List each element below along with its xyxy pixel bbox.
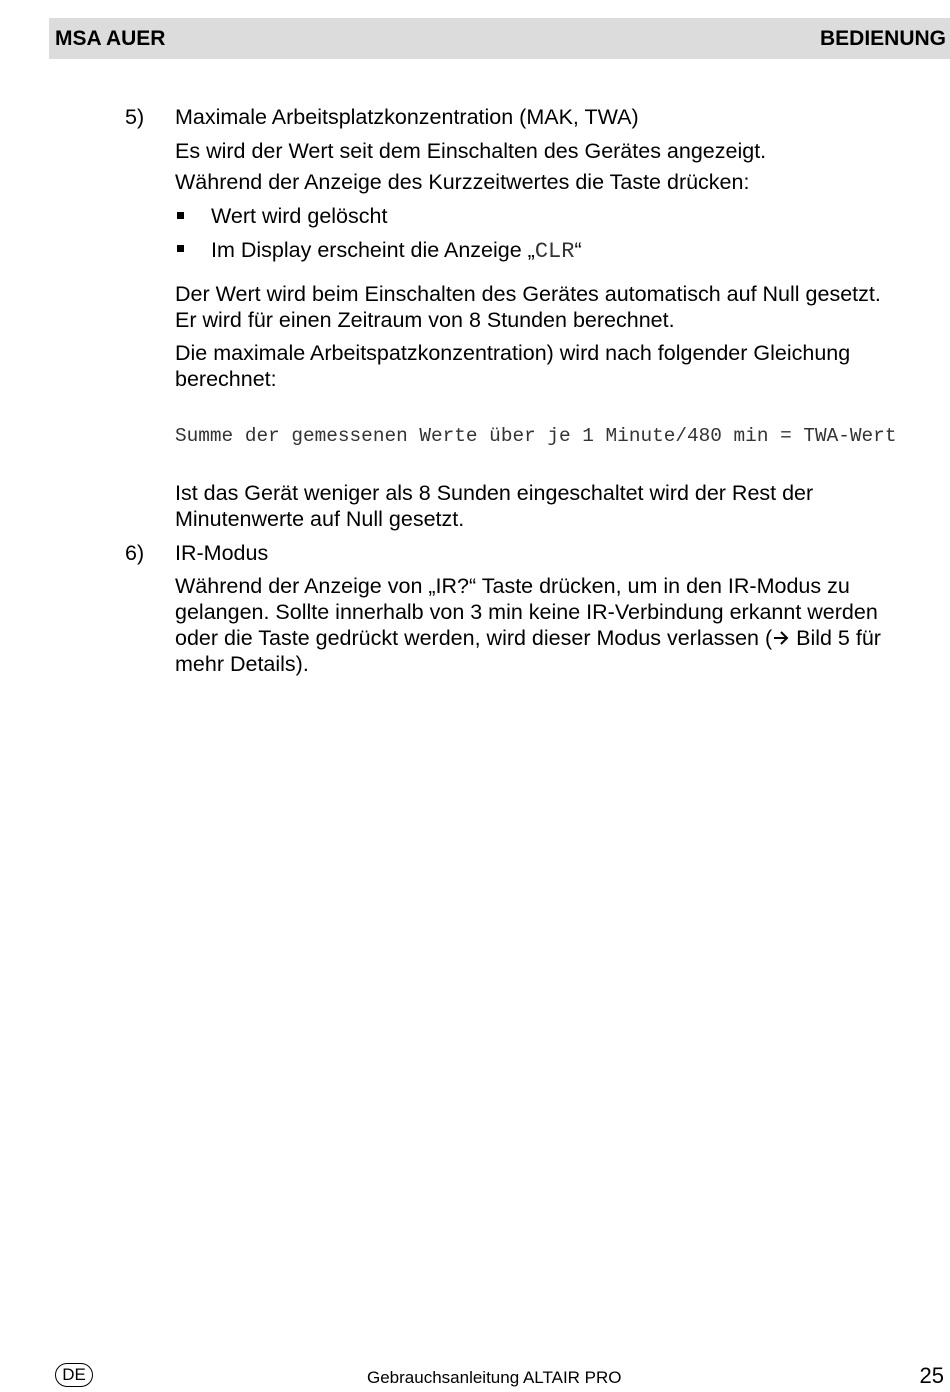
- paragraph-1-line-2: Er wird für einen Zeitraum von 8 Stunden berechnet.: [175, 308, 675, 332]
- header-section: BEDIENUNG: [819, 27, 946, 50]
- paragraph-2-line-2: berechnet:: [175, 367, 277, 391]
- language-badge: DE: [55, 1363, 93, 1387]
- bullet-icon: [177, 245, 184, 252]
- section-5-line-1: Es wird der Wert seit dem Einschalten des Gerätes angezeigt.: [175, 139, 767, 163]
- section-6-number: 6): [125, 541, 145, 565]
- section-5-line-2: Während der Anzeige des Kurzzeitwertes die Taste drücken:: [175, 170, 750, 194]
- section-6-line-3: [175, 625, 881, 651]
- paragraph-3-line-2: Minutenwerte auf Null gesetzt.: [175, 507, 465, 531]
- section-6-line-2: gelangen. Sollte innerhalb von 3 min keine IR-Verbindung erkannt werden: [175, 600, 878, 624]
- page-number: 25: [919, 1363, 944, 1388]
- header-brand: MSA AUER: [55, 27, 166, 50]
- paragraph-2-line-1: Die maximale Arbeitspatzkonzentration) wird nach folgender Gleichung: [175, 341, 851, 365]
- paragraph-3-line-1: Ist das Gerät weniger als 8 Sunden eingeschaltet wird der Rest der: [175, 481, 814, 505]
- section-5-number: 5): [125, 105, 145, 129]
- bullet-item-2-close-quote: “: [574, 238, 582, 262]
- bullet-item-2: [211, 237, 582, 265]
- bullet-item-1: Wert wird gelöscht: [211, 204, 388, 228]
- bullet-icon: [177, 212, 184, 219]
- section-6-title: IR-Modus: [175, 541, 269, 565]
- twa-formula: Summe der gemessenen Werte über je 1 Minute/480 min = TWA-Wert: [175, 425, 897, 447]
- footer-manual-title: Gebrauchsanleitung ALTAIR PRO: [367, 1368, 622, 1387]
- section-6-line-4: mehr Details).: [175, 652, 309, 676]
- section-6-line-1: Während der Anzeige von „IR?“ Taste drücken, um in den IR-Modus zu: [175, 574, 850, 598]
- section-6-line-3-text: oder die Taste gedrückt werden, wird dieser Modus verlassen (: [175, 626, 773, 650]
- page-header: [49, 18, 950, 59]
- section-5-title: Maximale Arbeitsplatzkonzentration (MAK, TWA): [175, 105, 639, 129]
- arrow-right-icon: [772, 630, 790, 646]
- paragraph-1-line-1: Der Wert wird beim Einschalten des Gerätes automatisch auf Null gesetzt.: [175, 282, 881, 306]
- bullet-item-2-text: Im Display erscheint die Anzeige „: [211, 238, 535, 262]
- display-code-clr: CLR: [534, 239, 575, 264]
- section-6-line-3-ref: Bild 5 für: [790, 626, 881, 650]
